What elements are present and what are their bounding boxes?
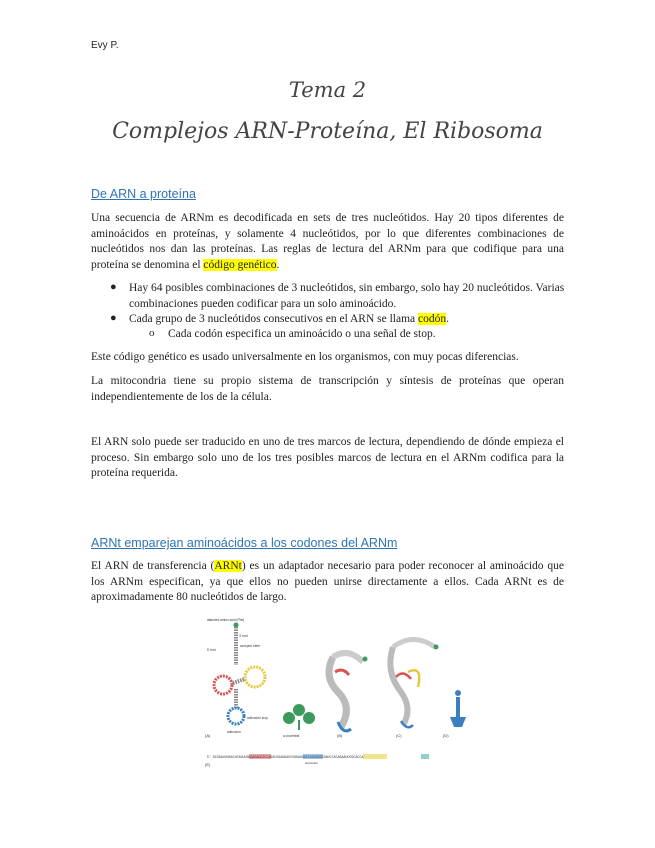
bullet-dot: ● — [110, 281, 117, 293]
document-title-line1: Tema 2 — [288, 78, 367, 102]
label-acceptor: acceptor stem — [240, 644, 261, 648]
paragraph-mitochondria: La mitocondria tiene su propio sistema de transcripción y síntesis de proteínas que operan independientemente de los de la célula. — [91, 375, 564, 403]
trna-structure-figure — [203, 617, 468, 767]
amino-acid-ball — [234, 623, 239, 628]
document-title-line2: Complejos ARN-Proteína, El Ribosoma — [112, 119, 543, 144]
panel-label-a: (A) — [205, 733, 211, 738]
panel-label-d: (D) — [443, 733, 449, 738]
trna-3d-model-c — [390, 640, 438, 739]
paragraph-text: El ARN de transferencia ( — [91, 560, 215, 572]
trna-3d-model-b — [329, 653, 368, 738]
period: . — [276, 258, 280, 271]
highlight-codigo-genetico: código genético — [203, 258, 277, 271]
label-amino-acid: attached amino acid (Phe) — [207, 618, 245, 622]
label-3-end: 3' end — [239, 634, 248, 638]
anticodon-loop — [228, 708, 244, 724]
label-5-end: 5' end — [207, 648, 216, 652]
author-name: Evy P. — [91, 40, 119, 51]
period: . — [446, 313, 450, 325]
t-loop — [245, 667, 265, 687]
sub-bullet-circle: o — [149, 327, 155, 339]
paragraph-genetic-code — [91, 211, 564, 273]
section-heading-arn-proteina[interactable]: De ARN a proteína — [91, 187, 196, 201]
trna-sequence-e — [205, 754, 429, 767]
section-heading-arnt[interactable]: ARNt emparejan aminoácidos a los codones del ARNm — [91, 536, 398, 550]
cloverleaf-icon — [283, 704, 315, 738]
highlight-codon: codón — [418, 313, 447, 325]
paragraph-trna — [91, 559, 564, 606]
sub-bullet-item: Cada codón especifica un aminoácido o una señal de stop. — [168, 328, 436, 340]
label-anticodon-loop: anticodon loop — [247, 716, 268, 720]
highlight-arnt: ARNt — [214, 560, 242, 572]
d-loop — [214, 676, 232, 694]
trna-schematic-d — [443, 690, 466, 738]
panel-label-c: (C) — [396, 733, 402, 738]
label-anticodon: anticodon — [227, 730, 241, 734]
trna-sequence-text: 5' GCGGAUUUAGCUCAGUUGGGAGAGCGCCAGACUGAAGAUCUGGAGGUCCUGUGUUCGAUCCACAGAAUUCGCACCA — [207, 755, 364, 759]
label-seq-anticodon: anticodon — [305, 761, 319, 765]
paragraph-universal: Este código genético es usado universalmente en los organismos, con muy pocas diferencias. — [91, 351, 519, 363]
label-cloverleaf: a cloverleaf — [283, 734, 300, 738]
bullet-item-combinations: Hay 64 posibles combinaciones de 3 nucleótidos, sin embargo, solo hay 20 nucleótidos. Varias combinaciones pueden codificar para un solo aminoácido. — [129, 282, 565, 310]
paragraph-reading-frames: El ARN solo puede ser traducido en uno de tres marcos de lectura, dependiendo de dónde empieza el proceso. Sin embargo solo uno de los tres posibles marcos de lectura en el ARNm codifica para la proteína requerida. — [91, 436, 564, 480]
panel-label-b: (B) — [337, 733, 343, 738]
paragraph-text: ) es un adaptador necesario para poder reconocer al aminoácido que los ARNm especifican, ya que ellos no pueden unirse directamente a ellos. Cada ARNt es de aproximadamente 80 nucleótidos de largo. — [91, 560, 564, 604]
bullet-dot: ● — [110, 312, 117, 324]
panel-label-e: (E) — [205, 762, 211, 767]
bullet-text: Cada grupo de 3 nucleótidos consecutivos en el ARN se llama — [129, 313, 419, 325]
cloverleaf-diagram — [205, 618, 268, 738]
bullet-item-codon — [129, 312, 565, 328]
paragraph-text: Una secuencia de ARNm es decodificada en sets de tres nucleótidos. Hay 20 tipos diferentes de aminoácidos en proteínas, y solamente 4 nucleótidos, por lo que diferentes combinaciones de nucleótidos nos dan las proteínas. Las reglas de lectura del ARNm para que codifique para una proteína se denomina el — [91, 212, 564, 271]
